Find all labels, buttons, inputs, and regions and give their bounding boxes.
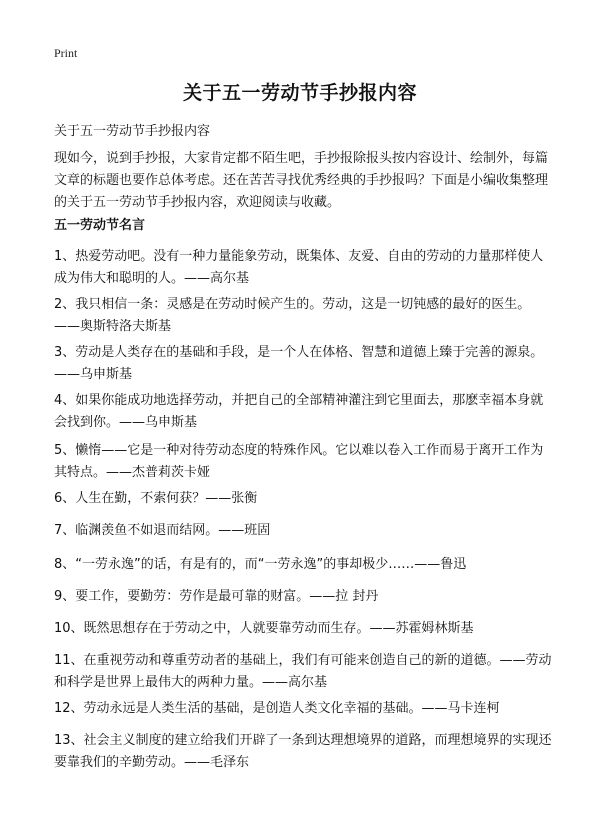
quote-item: 8、“一劳永逸”的话，有是有的，而“一劳永逸”的事却极少……——鲁迅 (54, 557, 467, 572)
quote-item: 11、在重视劳动和尊重劳动者的基础上，我们有可能来创造自己的新的道德。——劳动和科学是世界上最伟大的两种力量。——高尔基 (54, 653, 552, 690)
quote-item: 10、既然思想存在于劳动之中，人就要靠劳动而生存。——苏霍姆林斯基 (54, 621, 474, 636)
quote-item: 5、懒惰——它是一种对待劳动态度的特殊作风。它以难以卷入工作而易于离开工作为其特点。——杰普莉茨卡娅 (54, 443, 544, 480)
quote-item: 7、临渊羡鱼不如退而结网。——班固 (54, 523, 271, 538)
article-subtitle: 关于五一劳动节手抄报内容 (54, 124, 211, 139)
section-heading: 五一劳动节名言 (54, 218, 146, 233)
intro-paragraph: 现如今，说到手抄报，大家肯定都不陌生吧，手抄报除报头按内容设计、绘制外，每篇文章的标题也要作总体考虑。还在苦苦寻找优秀经典的手抄报吗？下面是小编收集整理的关于五一劳动节手抄报内容，欢迎阅读与收藏。 (54, 151, 549, 210)
quote-item: 1、热爱劳动吧。没有一种力量能象劳动，既集体、友爱、自由的劳动的力量那样使人成为伟大和聪明的人。——高尔基 (54, 249, 544, 286)
quote-item: 13、社会主义制度的建立给我们开辟了一条到达理想境界的道路，而理想境界的实现还要靠我们的辛勤劳动。——毛泽东 (54, 733, 552, 770)
quote-item: 9、要工作，要勤劳：劳作是最可靠的财富。——拉 封丹 (54, 589, 379, 604)
quote-item: 2、我只相信一条：灵感是在劳动时候产生的。劳动，这是一切钝感的最好的医生。——奥斯特洛夫斯基 (54, 297, 531, 334)
quote-item: 3、劳动是人类存在的基础和手段，是一个人在体格、智慧和道德上臻于完善的源泉。——乌申斯基 (54, 345, 544, 382)
quote-item: 12、劳动永远是人类生活的基础，是创造人类文化幸福的基础。——马卡连柯 (54, 701, 500, 716)
page-title: 关于五一劳动节手抄报内容 (182, 82, 417, 104)
quote-item: 6、人生在勤，不索何获？——张衡 (54, 491, 258, 506)
print-link[interactable]: Print (54, 46, 78, 60)
quote-item: 4、如果你能成功地选择劳动，并把自己的全部精神灌注到它里面去，那麽幸福本身就会找到你。——乌申斯基 (54, 393, 544, 430)
